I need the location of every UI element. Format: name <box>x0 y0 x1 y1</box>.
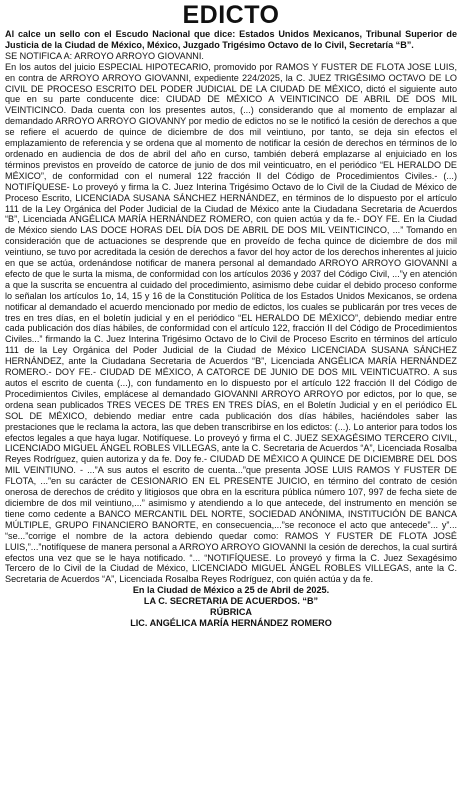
rubric-label: RÚBRICA <box>210 607 252 618</box>
document-title: EDICTO <box>182 1 280 29</box>
signature-block <box>5 585 457 629</box>
seal-description: Al calce un sello con el Escudo Nacional que dice: Estados Unidos Mexicanos, Tribunal Superior de Justicia de la Ciudad de México, México, Juzgado Trigésimo Octavo de lo Civil, Secretaría “B”. <box>5 29 457 50</box>
signer-role: LA C. SECRETARIA DE ACUERDOS. “B” <box>143 596 319 607</box>
signer-name: LIC. ANGÉLICA MARÍA HERNÁNDEZ ROMERO <box>130 617 332 628</box>
addressee-line: SE NOTIFICA A: ARROYO ARROYO GIOVANNI. <box>5 50 204 61</box>
edict-body: En los autos del juicio ESPECIAL HIPOTECARIO, promovido por RAMOS Y FUSTER DE FLOTA JOSE LUIS, en contra de ARROYO ARROYO GIOVANNI, expediente 224/2025, la C. JUEZ TRIGÉSIMO OCTAVO DE LO CIVIL DE PROCESO ESCRITO DEL PODER JUDICIAL DE LA CIUDAD DE MÉXICO, dictó el siguiente auto que en su parte conducente dice: CIUDAD DE MÉXICO A VEINTICINCO DE ABRIL DE DOS MIL VEINTICINCO. Dada cuenta con los presentes autos, (...) considerando que al momento de emplazar al demandado ARROYO ARROYO GIOVANNY por medio de edictos no se le notificó la cesión de derechos a que se refiere el acuerdo de quince de diciembre de dos mil veintiuno, por tanto, se deja sin efectos el emplazamiento de referencia y se ordena que al momento de notificar la cesión de derechos en términos de lo ordenado en audiencia de dos de abril del año en curso, también deberá emplazarse al enjuiciado en los términos previstos en proveído de catorce de junio de dos mil veinticuatro, en el periódico “EL HERALDO DE MÉXICO”, de conformidad con el numeral 122 fracción II del Código de Procedimientos Civiles.- (...) NOTIFÍQUESE- Lo proveyó y firma la C. Juez Interina Trigésimo Octavo de lo Civil de la Ciudad de México de Proceso Escrito, LICENCIADA SUSANA SÁNCHEZ HERNÁNDEZ, en términos de lo dispuesto por el artículo 111 de la Ley Orgánica del Poder Judicial de la Ciudad de México ante la Ciudadana Secretaria de Acuerdos “B”, Licenciada ANGÉLICA MARÍA HERNÁNDEZ ROMERO, con quien actúa y da fe.- DOY FE. En la Ciudad de México siendo LAS DOCE HORAS DEL DÍA DOS DE ABRIL DE DOS MIL VEINTICINCO, ...” Tomando en consideración que de actuaciones se desprende que en proveído de fecha quince de diciembre de dos mil veintiuno, se tuvo por acreditada la cesión de derechos a favor del hoy actor de los derechos inherentes al juicio en que se actúa, ordenándose notificar de manera personal al demandado ARROYO ARROYO GIOVANNI a efecto de que le surta la misma, de conformidad con los artículos 2036 y 2037 del Código Civil, ...”y en atención a que la suscrita se encuentra al cuidado del procedimiento, asimismo debe cuidar el debido proceso conforme lo señalan los artículos 1o, 14, 15 y 16 de la Constitución Política de los Estados Unidos Mexicanos, se ordena notificar al demandado el acuerdo mencionado por medio de edictos, los cuales se publicarán por tres veces de tres en tres días, en el boletín judicial y en el periódico “EL HERALDO DE MÉXICO”, debiendo mediar entre cada publicación dos días hábiles, de conformidad con el artículo 122, fracción II del Código de Procedimientos Civiles...” firmando la C. Juez Interina Trigésimo Octavo de lo Civil de Proceso Escrito en términos del artículo 111 de la Ley Orgánica del Poder Judicial de la Ciudad de México LICENCIADA SUSANA SÁNCHEZ HERNÁNDEZ, ante la Ciudadana Secretaria de Acuerdos “B”, Licenciada ANGÉLICA MARÍA HERNÁNDEZ ROMERO.- DOY FE.- CIUDAD DE MÉXICO, A CATORCE DE JUNIO DE DOS MIL VEINTICUATRO. A sus autos el escrito de cuenta (...), con fundamento en lo dispuesto por el artículo 122 fracción II del Código de Procedimientos Civiles, emplácese al demandado GIOVANNI ARROYO ARROYO por edictos, por lo que, se ordena sean publicados TRES VECES DE TRES EN TRES DÍAS, en el Boletín Judicial y en el periódico EL SOL DE MÉXICO, debiendo mediar entre cada publicación dos días hábiles, haciéndoles saber las prestaciones que le reclama la actora, las que deben transcribirse en los edictos: (...). Lo anterior para todos los efectos legales a que haya lugar. Notifíquese. Lo proveyó y firma el C. JUEZ SEXAGÉSIMO TERCERO CIVIL, LICENCIADO MIGUEL ÁNGEL ROBLES VILLEGAS, ante la C. Secretaria de Acuerdos “A”, Licenciada Rosalba Reyes Rodríguez, quien autoriza y da fe. Doy fe.- CIUDAD DE MÉXICO A QUINCE DE DICIEMBRE DEL DOS MIL VEINTIUNO. - ...”A sus autos el escrito de cuenta...”que presenta JOSE LUIS RAMOS Y FUSTER DE FLOTA, ...”en su carácter de CESIONARIO EN EL PRESENTE JUICIO, en término del contrato de cesión onerosa de derechos de crédito y litigiosos que obra en la escritura pública número 107, 997 de fecha siete de diciembre de dos mil veintiuno,...” asimismo y atendiendo a lo que antecede, del instrumento en mención se tiene como cedente a BANCO MERCANTIL DEL NORTE, SOCIEDAD ANÓNIMA, INSTITUCIÓN DE BANCA MÚLTIPLE, GRUPO FINANCIERO BANORTE, en consecuencia,...”se reconoce el acto que antecede”... y”... “se...”corrige el nombre de la actora debiendo quedar como: RAMOS Y FUSTER DE FLOTA JOSÉ LUIS,”...”notifíquese de manera personal a ARROYO ARROYO GIOVANNI la cesión de derechos, la cual surtirá efectos una vez que se le haya notificado. “... “NOTIFÍQUESE. Lo proveyó y firma la C. Juez Sexagésimo Tercero de lo Civil de la Ciudad de México, LICENCIADO MIGUEL ÁNGEL ROBLES VILLEGAS, ante la C. Secretaria de Acuerdos “A”, Licenciada Rosalba Reyes Rodríguez, con quién actúa y da fe. <box>5 61 457 585</box>
place-date-line: En la Ciudad de México a 25 de Abril de 2025. <box>132 585 330 596</box>
